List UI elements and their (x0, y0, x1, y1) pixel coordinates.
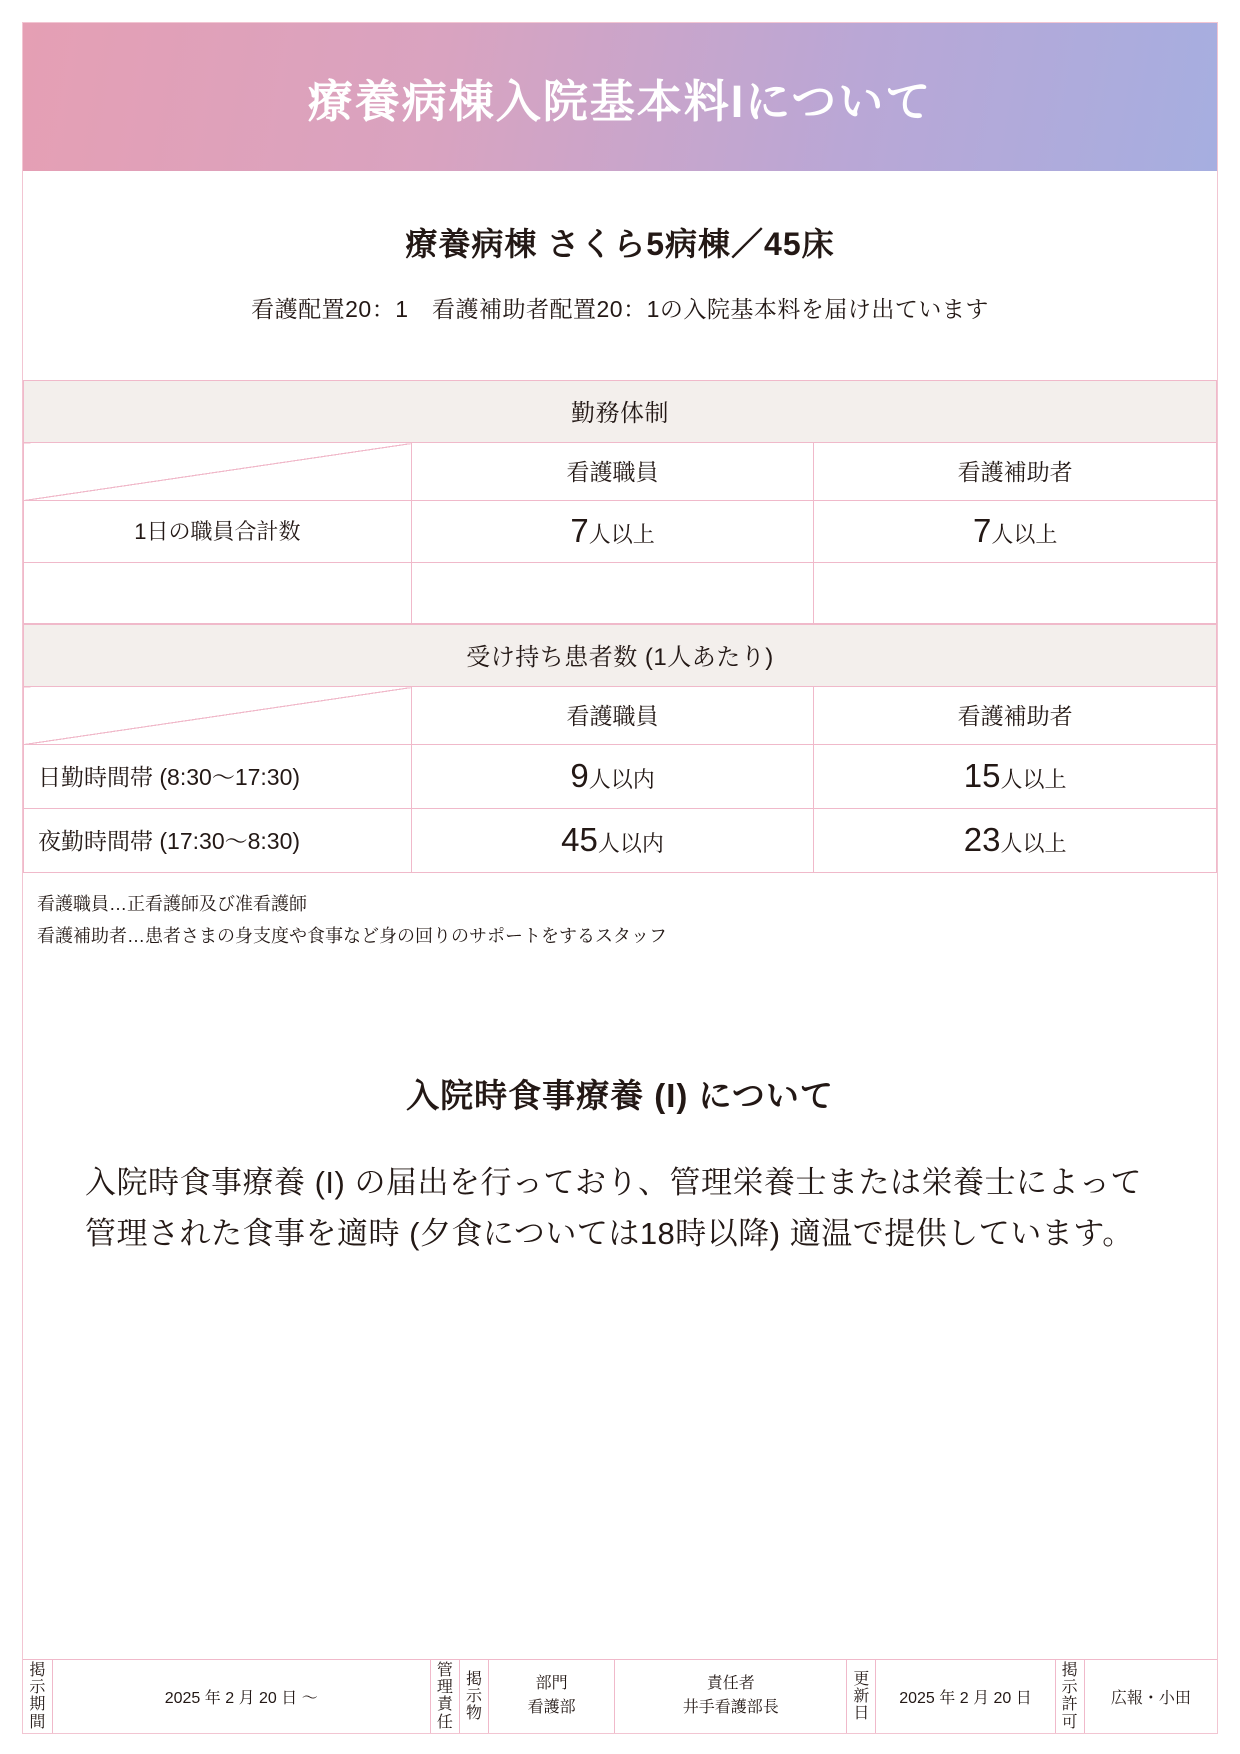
patients-day-nurse-number: 9 (570, 756, 589, 794)
shift-col-nurse: 看護職員 (411, 443, 814, 501)
shift-row-label: 1日の職員合計数 (24, 501, 412, 563)
patients-table (23, 624, 1217, 873)
patients-night-nurse-unit: 人以内 (597, 830, 664, 856)
footer-responsible-label: 責任者 (706, 1675, 755, 1693)
footer-permission-value: 広報・小田 (1084, 1659, 1217, 1733)
shift-cell-assistant (814, 501, 1217, 563)
note-assistant: 看護補助者…患者さまの身支度や食事など身の回りのサポートをするスタッフ (37, 925, 667, 946)
patients-table-title: 受け持ち患者数 (1人あたり) (24, 625, 1217, 687)
patients-row-day-label: 日勤時間帯 (8:30〜17:30) (24, 745, 412, 809)
notes-block (23, 889, 1217, 952)
shift-cell-nurse-number: 7 (570, 511, 589, 549)
patients-row-night-label: 夜勤時間帯 (17:30〜8:30) (24, 809, 412, 873)
shift-cell-nurse-unit: 人以上 (588, 521, 655, 547)
footer-posting-period-label: 掲示期間 (23, 1659, 52, 1733)
shift-cell-nurse (411, 501, 814, 563)
patients-night-assistant-number: 23 (963, 820, 1001, 858)
table-spacer (24, 563, 1217, 624)
patients-night-assistant-unit: 人以上 (1000, 830, 1067, 856)
patients-day-assistant-number: 15 (963, 756, 1001, 794)
footer-table (23, 1659, 1217, 1733)
shift-cell-assistant-unit: 人以上 (991, 521, 1058, 547)
patients-day-assistant-unit: 人以上 (1000, 766, 1067, 792)
footer-permission-label: 掲示許可 (1055, 1659, 1084, 1733)
table-row (24, 501, 1217, 563)
footer-responsible-value: 井手看護部長 (682, 1699, 779, 1717)
patients-day-nurse-unit: 人以内 (588, 766, 655, 792)
footer-department-value: 看護部 (527, 1699, 576, 1717)
footer-updated-value: 2025 年 2 月 20 日 (876, 1659, 1055, 1733)
note-nurse: 看護職員…正看護師及び准看護師 (37, 894, 307, 914)
patients-day-assistant (814, 745, 1217, 809)
shift-table-corner (24, 443, 412, 501)
footer-posting-period-value: 2025 年 2 月 20 日 〜 (52, 1659, 430, 1733)
footer-department-label: 部門 (535, 1675, 568, 1693)
shift-col-assistant: 看護補助者 (814, 443, 1217, 501)
patients-table-wrap (23, 624, 1217, 873)
shift-table-title: 勤務体制 (24, 381, 1217, 443)
table-row (24, 809, 1217, 873)
patients-day-nurse (411, 745, 814, 809)
patients-table-corner (24, 687, 412, 745)
footer-manager-label: 管理責任 (430, 1659, 459, 1733)
poster-page (22, 22, 1218, 1734)
ward-note: 看護配置20：1 看護補助者配置20：1の入院基本料を届け出ています (251, 296, 989, 322)
footer-updated-label: 更新日 (847, 1659, 876, 1733)
table-row (24, 745, 1217, 809)
patients-col-assistant: 看護補助者 (814, 687, 1217, 745)
ward-title: 療養病棟 さくら5病棟／45床 (405, 226, 835, 262)
footer-responsible (615, 1659, 847, 1733)
patients-night-nurse-number: 45 (561, 820, 598, 858)
shift-table (23, 380, 1217, 624)
title-banner (23, 23, 1217, 171)
page-title: 療養病棟入院基本料Iについて (307, 75, 933, 127)
footer (23, 1659, 1217, 1733)
shift-table-wrap (23, 380, 1217, 624)
footer-department (489, 1659, 615, 1733)
meal-section-body: 入院時食事療養 (I) の届出を行っており、管理栄養士または栄養士によって管理された食事を適時 (夕食については18時以降) 適温で提供しています。 (85, 1165, 1142, 1252)
meal-section-title: 入院時食事療養 (I) について (406, 1077, 834, 1114)
patients-night-nurse (411, 809, 814, 873)
footer-posting-label: 掲示物 (459, 1659, 488, 1733)
shift-cell-assistant-number: 7 (972, 511, 992, 549)
patients-col-nurse: 看護職員 (411, 687, 814, 745)
patients-night-assistant (814, 809, 1217, 873)
